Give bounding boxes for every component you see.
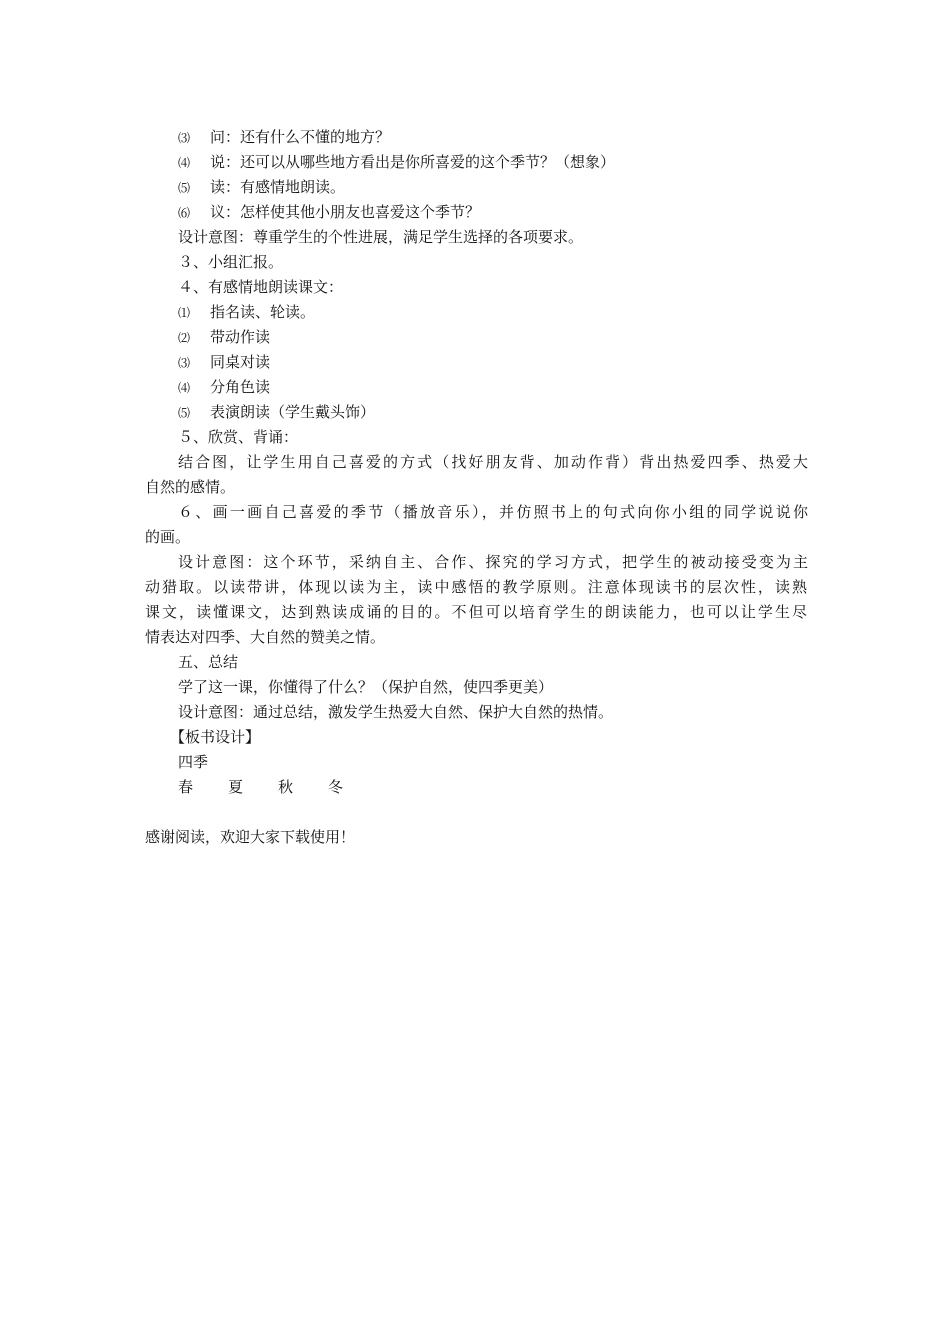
list-number: ⑷ [178,156,191,170]
paragraph-line: 情表达对四季、大自然的赞美之情。 [145,628,386,646]
list-item [178,178,345,197]
step-heading: ５、欣赏、背诵： [178,428,299,446]
list-item [178,353,270,372]
list-number: ⑸ [178,406,191,420]
paragraph-line: 学了这一课，你懂得了什么？（保护自然，使四季更美） [178,678,554,696]
design-intent-paragraph: 设计意图：通过总结，激发学生热爱大自然、保护大自然的热情。 [178,703,614,721]
list-item [178,378,270,397]
paragraph-line: 自然的感情。 [145,478,236,496]
list-text: 带动作读 [210,328,271,346]
step-heading: ３、小组汇报。 [178,253,284,271]
board-seasons [178,778,378,796]
list-text: 说：还可以从哪些地方看出是你所喜爱的这个季节？（想象） [210,153,616,171]
paragraph-line: 的画。 [145,528,191,546]
board-title: 四季 [178,753,209,771]
list-text: 问：还有什么不懂的地方？ [210,128,391,146]
list-item [178,328,270,347]
list-text: 议：怎样使其他小朋友也喜爱这个季节？ [210,203,481,221]
season-spring: 春 [178,778,194,796]
list-number: ⑶ [178,131,191,145]
list-number: ⑴ [178,306,191,320]
section-heading: 五、总结 [178,653,239,671]
season-summer: 夏 [228,778,244,796]
paragraph-line: ６、画一画自己喜爱的季节（播放音乐），并仿照书上的句式向你小组的同学说说你 [178,503,808,521]
season-autumn: 秋 [278,778,294,796]
list-item [178,153,615,172]
list-item [178,128,390,147]
paragraph-line: 课文，读懂课文，达到熟读成诵的目的。不但可以培育学生的朗读能力，也可以让学生尽 [145,603,807,621]
step-heading: ４、有感情地朗读课文： [178,278,344,296]
list-item [178,303,315,322]
list-number: ⑶ [178,356,191,370]
list-item [178,203,480,222]
paragraph-line: 结合图，让学生用自己喜爱的方式（找好朋友背、加动作背）背出热爱四季、热爱大 [178,453,808,471]
season-winter: 冬 [328,778,344,796]
board-design-heading: 【板书设计】 [170,728,261,746]
list-text: 同桌对读 [210,353,271,371]
list-number: ⑷ [178,381,191,395]
list-text: 指名读、轮读。 [210,303,316,321]
list-text: 分角色读 [210,378,271,396]
closing-note: 感谢阅读，欢迎大家下载使用！ [145,828,356,846]
list-number: ⑹ [178,206,191,220]
paragraph-line: 动猎取。以读带讲，体现以读为主，读中感悟的教学原则。注意体现读书的层次性，读熟 [145,578,807,596]
list-text: 表演朗读（学生戴头饰） [210,403,376,421]
design-intent-paragraph: 设计意图：尊重学生的个性进展，满足学生选择的各项要求。 [178,228,584,246]
list-number: ⑸ [178,181,191,195]
list-number: ⑵ [178,331,191,345]
paragraph-line: 设计意图：这个环节，采纳自主、合作、探究的学习方式，把学生的被动接受变为主 [178,553,808,571]
list-item [178,403,375,422]
list-text: 读：有感情地朗读。 [210,178,346,196]
